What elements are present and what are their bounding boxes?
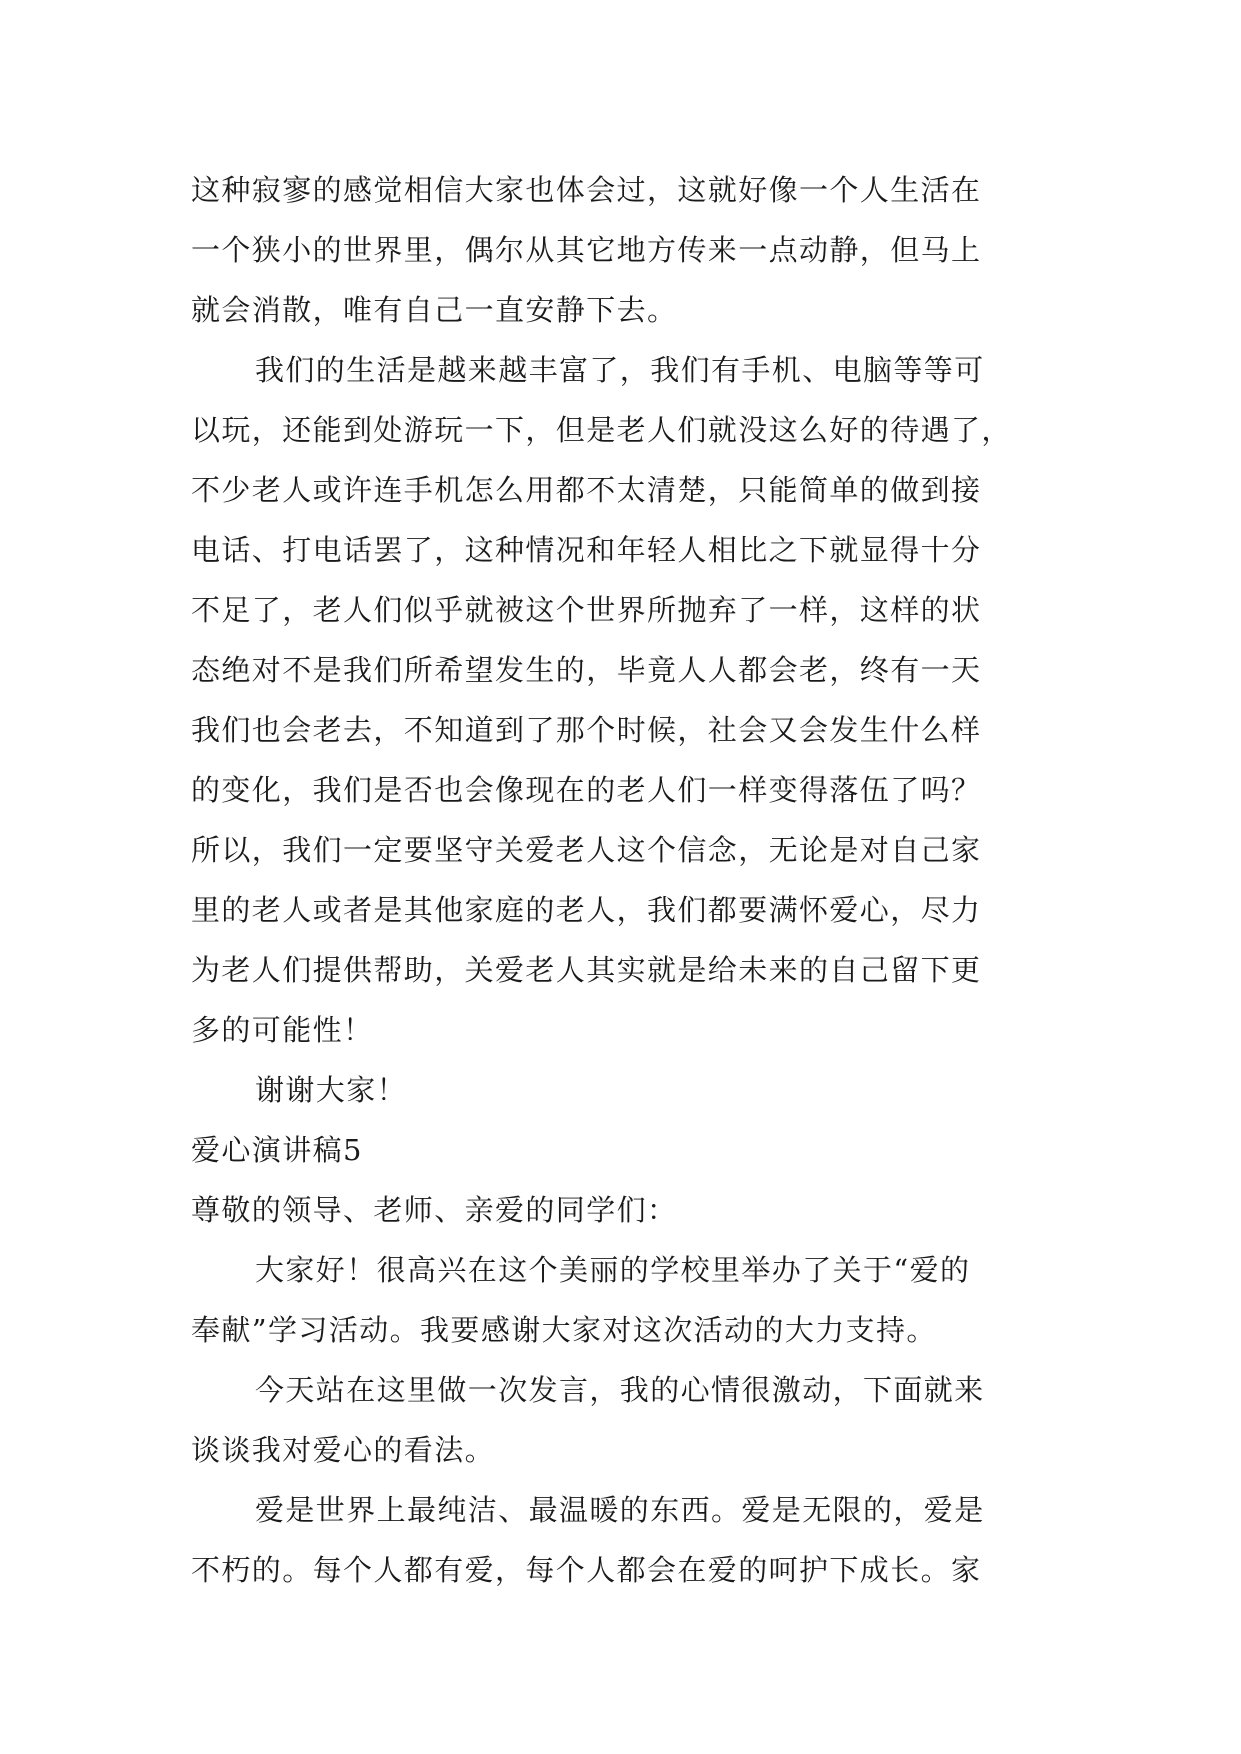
section-title: 爱心演讲稿5 [191,1133,363,1167]
paragraph-2 [191,340,1051,1060]
text-line: 以玩，还能到处游玩一下，但是老人们就没这么好的待遇了， [191,413,1012,447]
text-line: 不足了，老人们似乎就被这个世界所抛弃了一样，这样的状 [191,593,982,627]
paragraph-5 [191,1480,1051,1600]
text-line: 谈谈我对爱心的看法。 [191,1433,496,1467]
paragraph-4 [191,1360,1051,1480]
text-line: 不朽的。每个人都有爱，每个人都会在爱的呵护下成长。家 [191,1553,982,1587]
text-line: 奉献”学习活动。我要感谢大家对这次活动的大力支持。 [191,1313,937,1347]
paragraph-3 [191,1240,1051,1360]
text-line: 我们的生活是越来越丰富了，我们有手机、电脑等等可 [255,353,985,387]
text-line: 爱是世界上最纯洁、最温暖的东西。爱是无限的，爱是 [255,1493,985,1527]
salutation: 尊敬的领导、老师、亲爱的同学们： [191,1193,678,1227]
text-line: 为老人们提供帮助，关爱老人其实就是给未来的自己留下更 [191,953,982,987]
text-line: 今天站在这里做一次发言，我的心情很激动，下面就来 [255,1373,985,1407]
text-line: 不少老人或许连手机怎么用都不太清楚，只能简单的做到接 [191,473,982,507]
text-line: 一个狭小的世界里，偶尔从其它地方传来一点动静，但马上 [191,233,982,267]
document-body [191,160,1051,1600]
text-line: 就会消散，唯有自己一直安静下去。 [191,293,678,327]
paragraph-1 [191,160,1051,340]
text-line: 电话、打电话罢了，这种情况和年轻人相比之下就显得十分 [191,533,982,567]
text-line: 态绝对不是我们所希望发生的，毕竟人人都会老，终有一天 [191,653,982,687]
text-line: 里的老人或者是其他家庭的老人，我们都要满怀爱心，尽力 [191,893,982,927]
text-line: 的变化，我们是否也会像现在的老人们一样变得落伍了吗？ [191,773,982,807]
text-line: 大家好！很高兴在这个美丽的学校里举办了关于“爱的 [255,1253,971,1287]
thanks-line: 谢谢大家！ [255,1073,408,1107]
text-line: 这种寂寥的感觉相信大家也体会过，这就好像一个人生活在 [191,173,982,207]
text-line: 多的可能性！ [191,1013,374,1047]
text-line: 所以，我们一定要坚守关爱老人这个信念，无论是对自己家 [191,833,982,867]
text-line: 我们也会老去，不知道到了那个时候，社会又会发生什么样 [191,713,982,747]
